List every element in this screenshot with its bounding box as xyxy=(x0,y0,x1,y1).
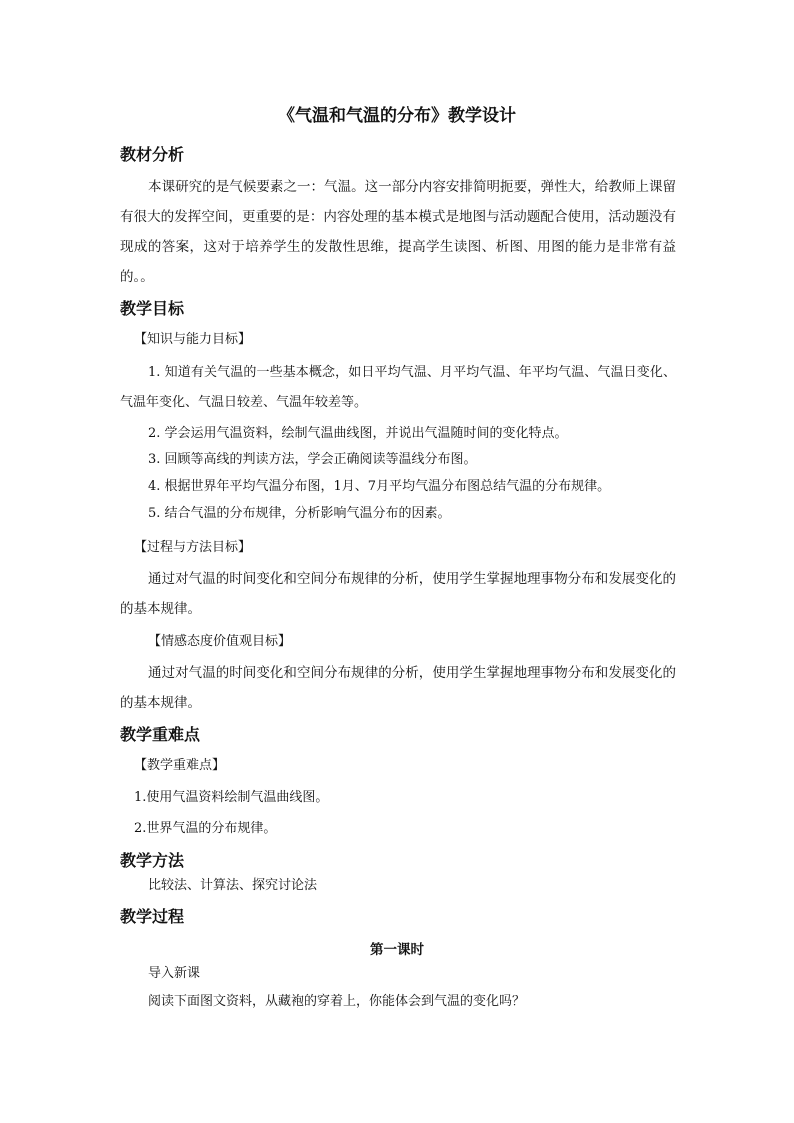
heading-goals: 教学目标 xyxy=(120,299,185,318)
key-point-item-2: 2.世界气温的分布规律。 xyxy=(134,821,277,836)
analysis-paragraph: 本课研究的是气候要素之一：气温。这一部分内容安排简明扼要，弹性大，给教师上课留有很大的发挥空间，更重要的是：内容处理的基本模式是地图与活动题配合使用，活动题没有现成的答案，这对于培养学生的发散性思维，提高学生读图、析图、用图的能力是非常有益的。。 xyxy=(120,179,676,285)
goal-item-5: 5. 结合气温的分布规律，分析影响气温分布的因素。 xyxy=(148,506,451,521)
intro-label: 导入新课 xyxy=(148,966,201,981)
process-goals-text: 通过对气温的时间变化和空间分布规律的分析，使用学生掌握地理事物分布和发展变化的的基本规律。 xyxy=(120,571,676,617)
key-points-label: 【教学重难点】 xyxy=(134,758,226,773)
intro-question: 阅读下面图文资料，从藏袍的穿着上，你能体会到气温的变化吗？ xyxy=(148,994,526,1009)
goal-item-3: 3. 回顾等高线的判读方法，学会正确阅读等温线分布图。 xyxy=(148,452,477,467)
methods-text: 比较法、计算法、探究讨论法 xyxy=(148,878,318,893)
goal-item-4: 4. 根据世界年平均气温分布图，1月、7月平均气温分布图总结气温的分布规律。 xyxy=(148,479,611,494)
goal-item-2: 2. 学会运用气温资料，绘制气温曲线图，并说出气温随时间的变化特点。 xyxy=(148,426,568,441)
heading-analysis: 教材分析 xyxy=(120,145,185,164)
emotion-goals-text: 通过对气温的时间变化和空间分布规律的分析，使用学生掌握地理事物分布和发展变化的的基本规律。 xyxy=(120,665,676,711)
key-point-item-1: 1.使用气温资料绘制气温曲线图。 xyxy=(134,790,329,805)
process-goals-label: 【过程与方法目标】 xyxy=(134,540,252,555)
knowledge-goals-label: 【知识与能力目标】 xyxy=(134,332,252,347)
heading-methods: 教学方法 xyxy=(120,851,185,870)
emotion-goals-label: 【情感态度价值观目标】 xyxy=(148,634,292,649)
heading-process: 教学过程 xyxy=(120,907,185,926)
document-title: 《气温和气温的分布》教学设计 xyxy=(278,106,516,126)
heading-key-points: 教学重难点 xyxy=(120,725,201,744)
goal-item-1: 1. 知道有关气温的一些基本概念，如日平均气温、月平均气温、年平均气温、气温日变化、气温年变化、气温日较差、气温年较差等。 xyxy=(120,365,676,410)
lesson-title: 第一课时 xyxy=(370,942,424,958)
